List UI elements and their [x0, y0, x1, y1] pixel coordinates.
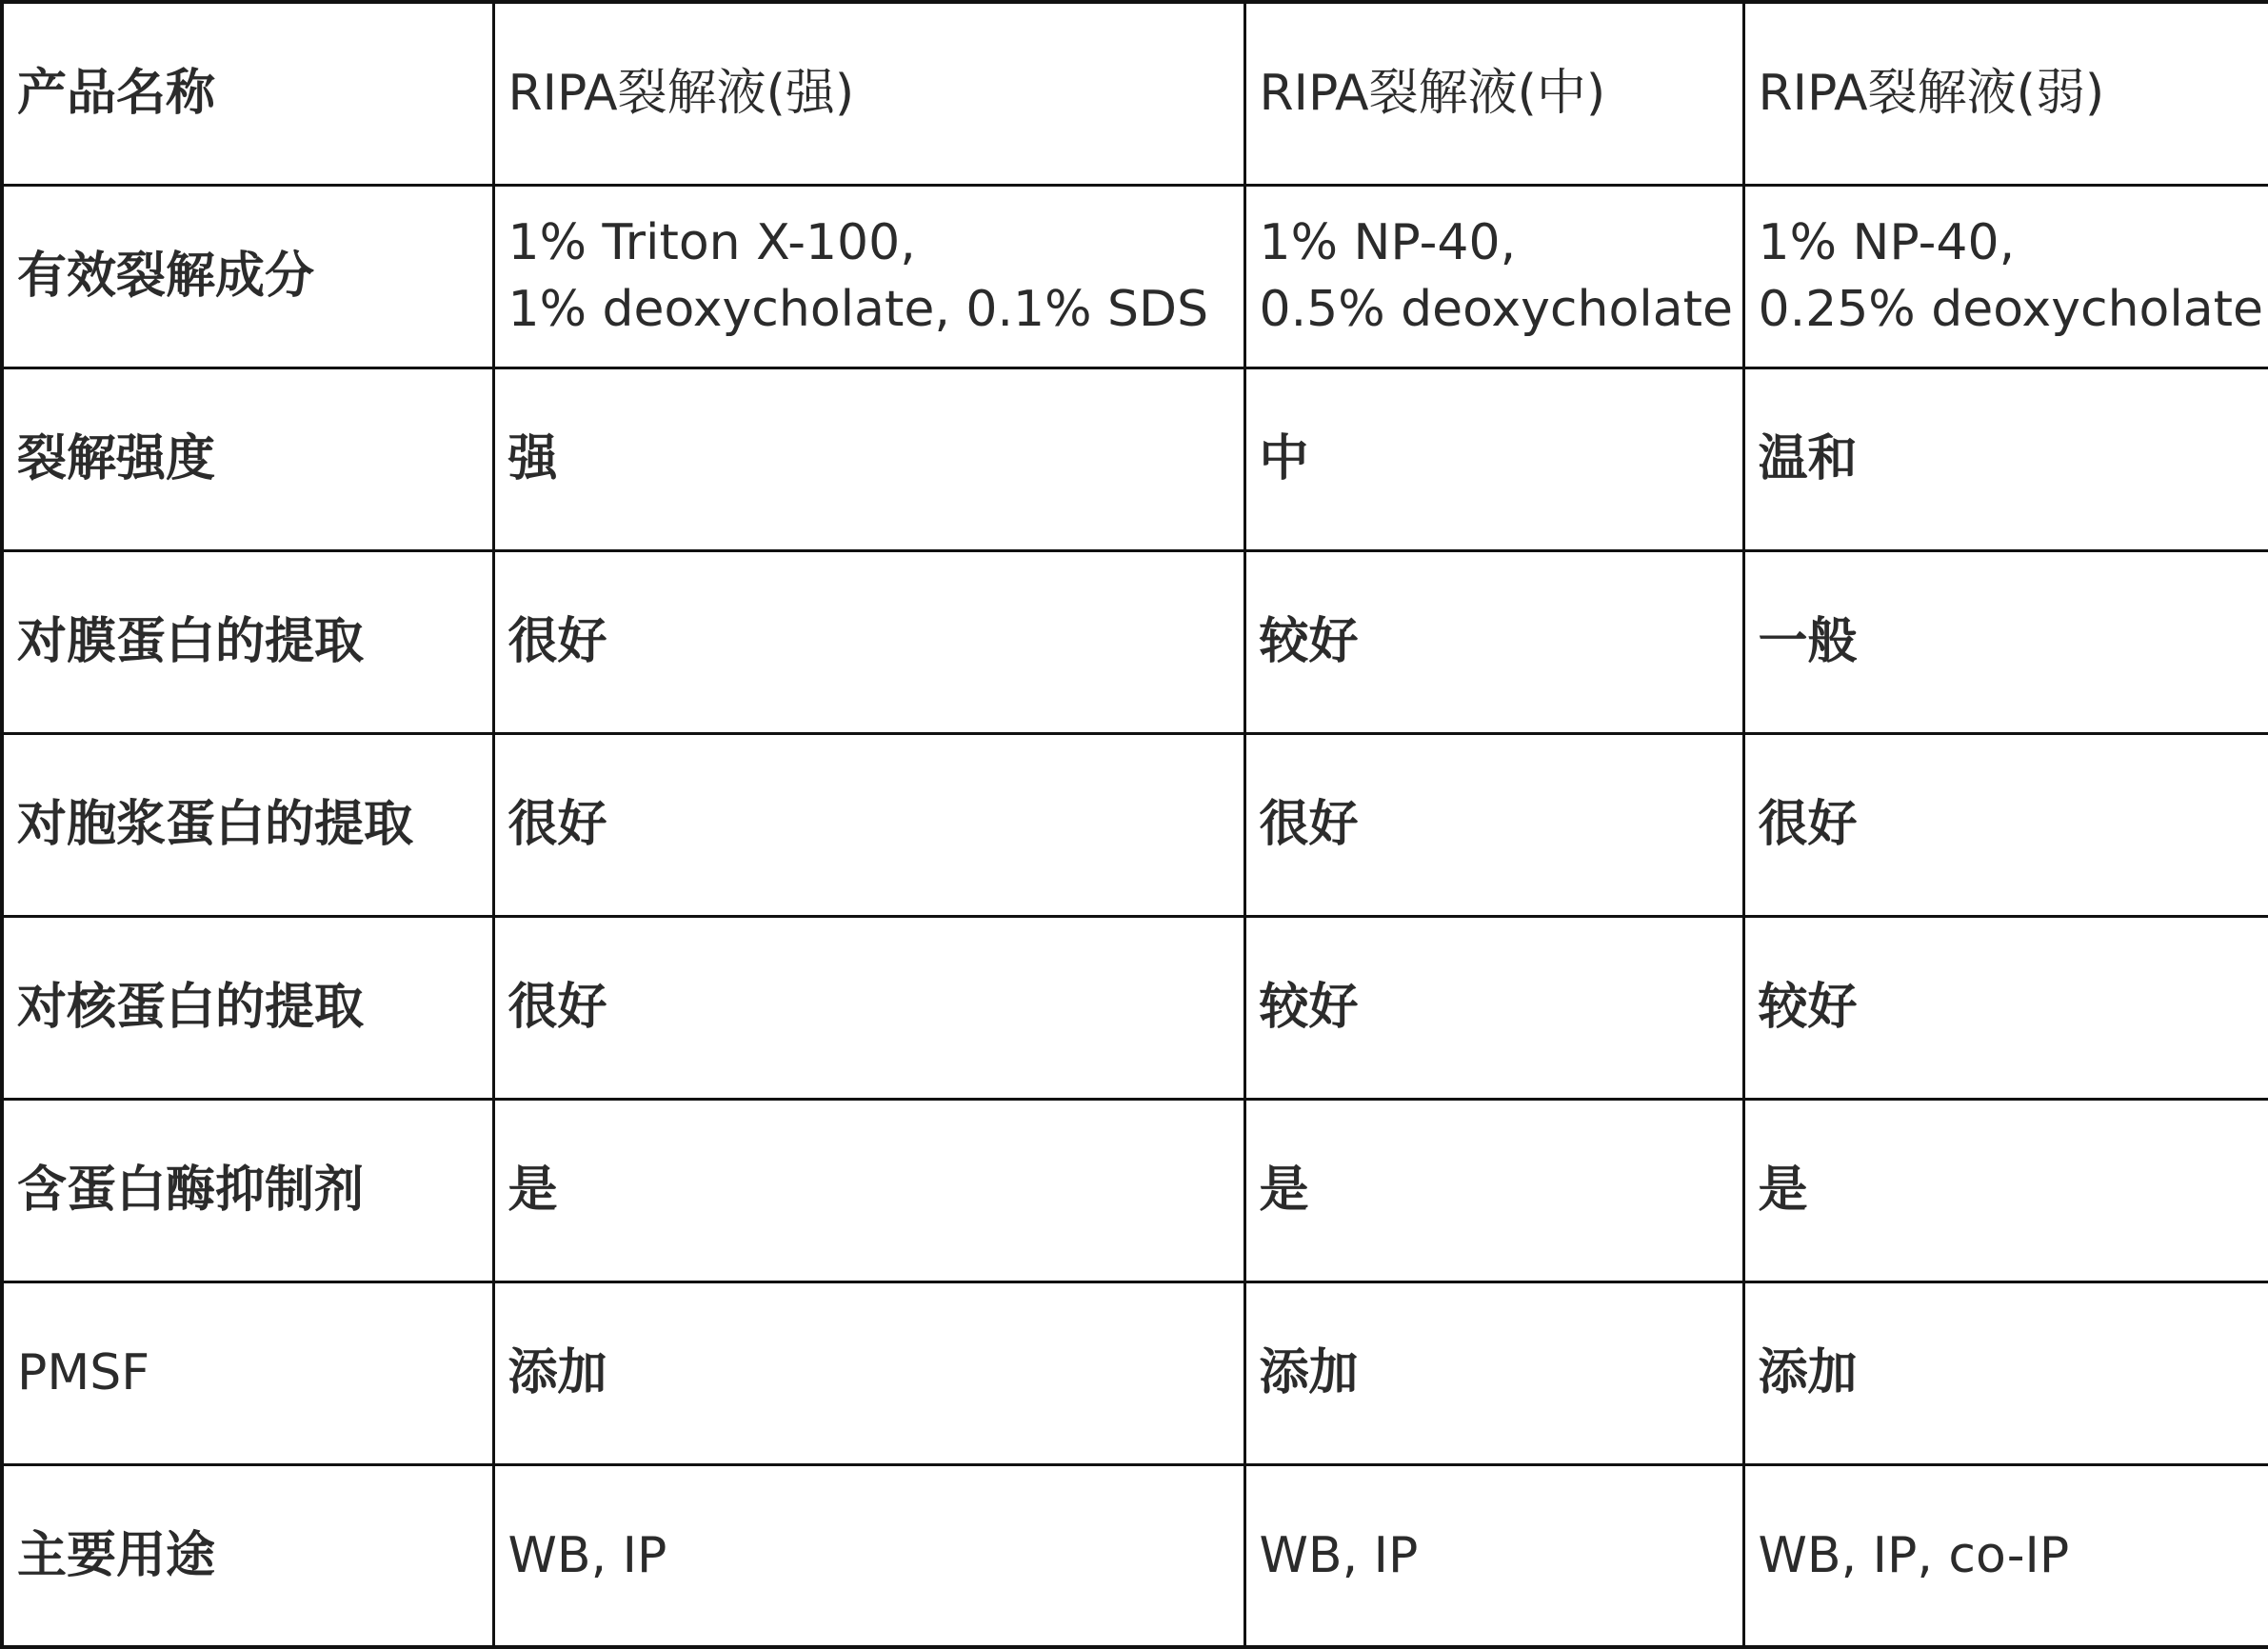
- row-label: 裂解强度: [2, 368, 493, 550]
- cell-medium: 很好: [1244, 733, 1743, 916]
- cell-weak: 添加: [1743, 1281, 2268, 1464]
- cell-weak: 温和: [1743, 368, 2268, 550]
- row-label: 含蛋白酶抑制剂: [2, 1099, 493, 1281]
- row-label: 产品名称: [2, 2, 493, 185]
- row-label: 有效裂解成分: [2, 185, 493, 368]
- cell-line: 1% NP-40,: [1260, 209, 1742, 276]
- cell-weak: RIPA裂解液(弱): [1743, 2, 2268, 185]
- cell-line: 0.5% deoxycholate: [1260, 276, 1742, 343]
- row-label: 对胞浆蛋白的提取: [2, 733, 493, 916]
- table-row-lysis-strength: [2, 368, 2268, 550]
- table-row-cytoplasmic-protein: [2, 733, 2268, 916]
- cell-medium: 较好: [1244, 916, 1743, 1099]
- cell-weak: 一般: [1743, 550, 2268, 733]
- cell-medium: 是: [1244, 1099, 1743, 1281]
- cell-medium: 较好: [1244, 550, 1743, 733]
- cell-strong: 添加: [493, 1281, 1244, 1464]
- cell-strong: [493, 185, 1244, 368]
- table-row-product-name: [2, 2, 2268, 185]
- cell-line: 1% Triton X-100,: [508, 209, 1243, 276]
- cell-strong: 是: [493, 1099, 1244, 1281]
- row-label: 对膜蛋白的提取: [2, 550, 493, 733]
- cell-strong: 强: [493, 368, 1244, 550]
- cell-weak: 是: [1743, 1099, 2268, 1281]
- cell-strong: 很好: [493, 916, 1244, 1099]
- table-row-main-uses: [2, 1464, 2268, 1647]
- cell-strong: RIPA裂解液(强): [493, 2, 1244, 185]
- table-row-lysis-components: [2, 185, 2268, 368]
- cell-line: 1% deoxycholate, 0.1% SDS: [508, 276, 1243, 343]
- table-row-protease-inhibitor: [2, 1099, 2268, 1281]
- cell-strong: 很好: [493, 733, 1244, 916]
- row-label: PMSF: [2, 1281, 493, 1464]
- cell-medium: RIPA裂解液(中): [1244, 2, 1743, 185]
- table-row-nuclear-protein: [2, 916, 2268, 1099]
- table-row-membrane-protein: [2, 550, 2268, 733]
- cell-weak: [1743, 185, 2268, 368]
- cell-weak: WB, IP, co-IP: [1743, 1464, 2268, 1647]
- cell-medium: WB, IP: [1244, 1464, 1743, 1647]
- cell-medium: 中: [1244, 368, 1743, 550]
- table-row-pmsf: [2, 1281, 2268, 1464]
- cell-strong: WB, IP: [493, 1464, 1244, 1647]
- cell-line: 1% NP-40,: [1759, 209, 2268, 276]
- cell-weak: 较好: [1743, 916, 2268, 1099]
- row-label: 主要用途: [2, 1464, 493, 1647]
- row-label: 对核蛋白的提取: [2, 916, 493, 1099]
- cell-medium: [1244, 185, 1743, 368]
- cell-medium: 添加: [1244, 1281, 1743, 1464]
- cell-strong: 很好: [493, 550, 1244, 733]
- cell-line: 0.25% deoxycholate: [1759, 276, 2268, 343]
- cell-weak: 很好: [1743, 733, 2268, 916]
